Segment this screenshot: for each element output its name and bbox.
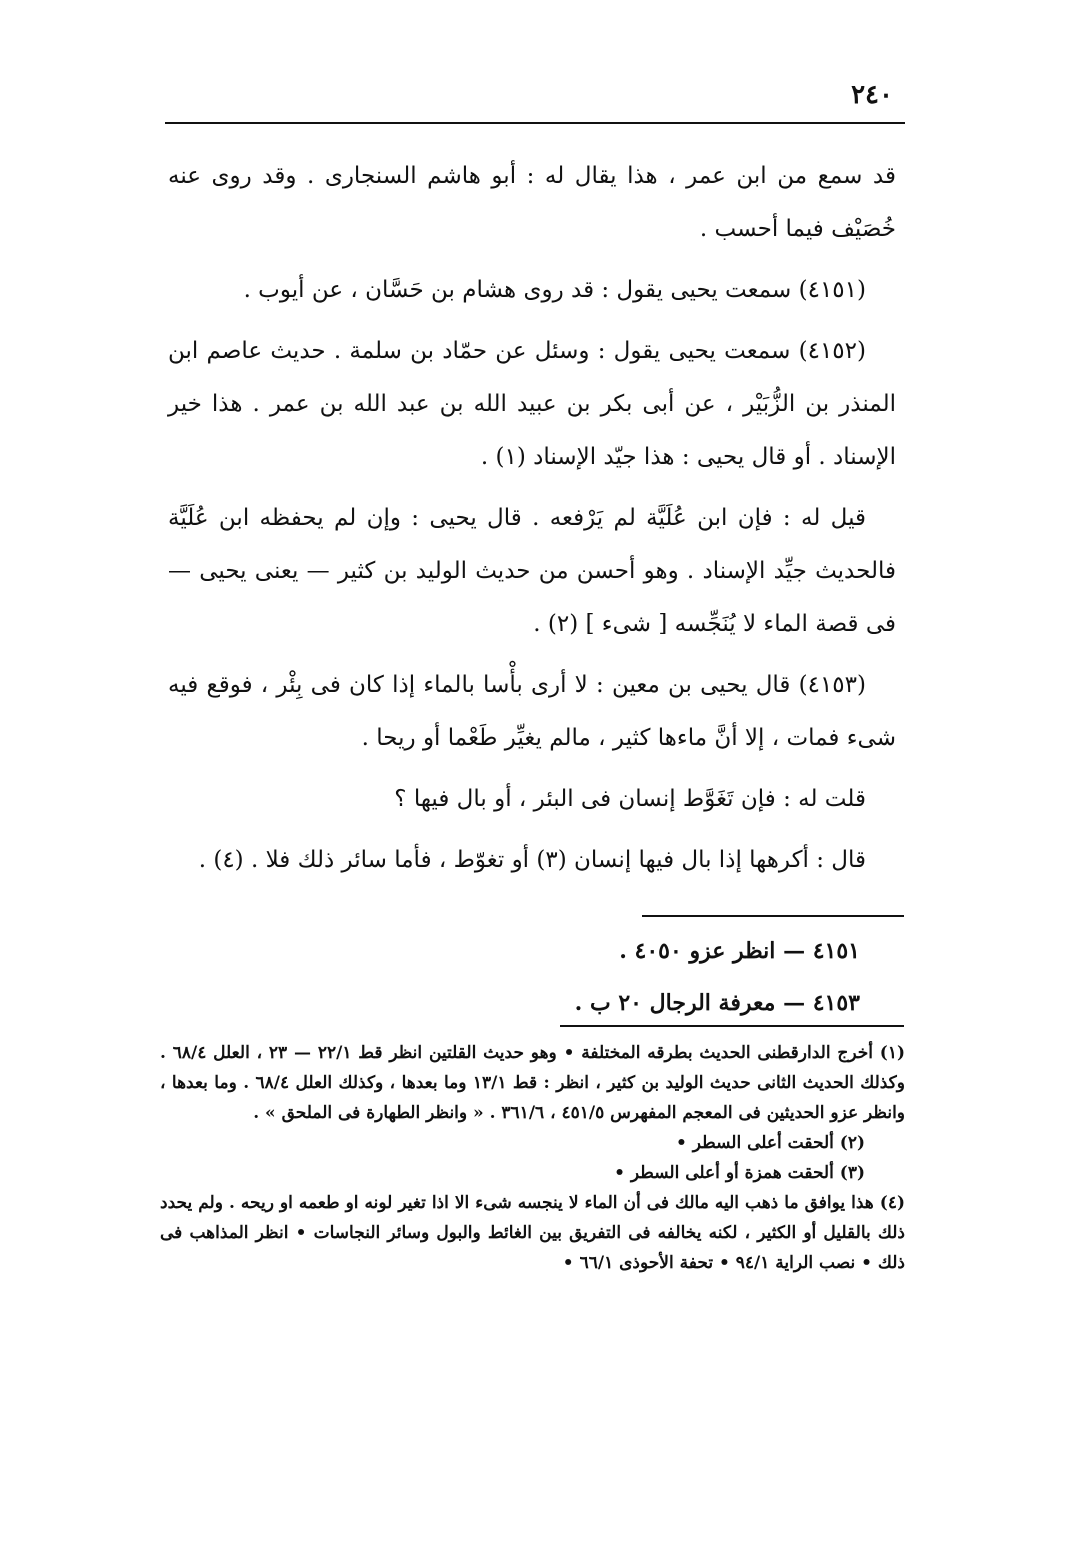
paragraph: قد سمع من ابن عمر ، هذا يقال له : أبو هاشم السنجارى . وقد روى عنه خُصَيْف فيما أحسب . <box>168 163 896 242</box>
footnote: (٤) هذا يوافق ما ذهب اليه مالك فى أن الماء لا ينجسه شىء الا اذا تغير لونه او طعمه او ريحه . ولم يحدد ذلك بالقليل أو الكثير ، لكنه يخالفه فى التفريق بين الغائط والبول وسائر النجاسات • انظر المذاهب فى ذلك • نصب الراية ٩٤/١ • تحفة الأحوذى ٦٦/١ • <box>160 1193 905 1273</box>
paragraph: قيل له : فإن ابن عُلَيَّة لم يَرْفعه . قال يحيى : وإن لم يحفظه ابن عُلَيَّة فالحديث جيِّد الإسناد . وهو أحسن من حديث الوليد بن كثير — يعنى يحيى — فى قصة الماء لا يُنَجِّسه [ شىء ] (٢) . <box>168 505 896 637</box>
paragraph: (٤١٥١) سمعت يحيى يقول : قد روى هشام بن حَسَّان ، عن أيوب . <box>243 277 866 303</box>
reference-line: ٤١٥١ — انظر عزو ٤٠٥٠ . <box>619 938 860 964</box>
footnote: (١) أخرج الدارقطنى الحديث بطرقه المختلفة • وهو حديث القلتين انظر قط ٢٢/١ — ٢٣ ، العلل ٦٨/٤ . وكذلك الحديث الثانى حديث الوليد بن كثير ، انظر : قط ١٣/١ وما بعدها ، وكذلك العلل ٦٨/٤ . وما بعدها ، وانظر عزو الحديثين فى المعجم المفهرس ٤٥١/٥ ، ٣٦١/٦ . « وانظر الطهارة فى الملحق » . <box>160 1043 906 1123</box>
header-rule <box>165 122 905 124</box>
footnote: (٣) ألحقت همزة أو أعلى السطر • <box>614 1163 865 1183</box>
paragraph: قال : أكرهها إذا بال فيها إنسان (٣) أو تغوّط ، فأما سائر ذلك فلا . (٤) . <box>198 847 866 873</box>
main-text <box>168 150 896 895</box>
page-number: ٢٤٠ <box>851 80 893 110</box>
paragraph: (٤١٥٢) سمعت يحيى يقول : وسئل عن حمّاد بن سلمة . حديث عاصم ابن المنذر بن الزُّبَيْر ، عن أبى بكر بن عبيد الله بن عبد الله بن عمر . هذا خير الإسناد . أو قال يحيى : هذا جيّد الإسناد (١) . <box>168 338 896 470</box>
footnotes-rule <box>560 1025 904 1027</box>
references <box>500 925 860 1029</box>
paragraph: قلت له : فإن تَغَوَّط إنسان فى البئر ، أو بال فيها ؟ <box>394 786 866 812</box>
paragraph: (٤١٥٣) قال يحيى بن معين : لا أرى بأْسا بالماء إذا كان فى بِئْر ، فوقع فيه شىء فمات ، إلا أنَّ ماءها كثير ، مالم يغيِّر طَعْما أو ريحا . <box>168 672 896 751</box>
footnote: (٢) ألحقت أعلى السطر • <box>676 1133 865 1153</box>
reference-line: ٤١٥٣ — معرفة الرجال ٢٠ ب . <box>574 990 860 1016</box>
references-rule <box>642 915 904 917</box>
footnotes <box>160 1038 905 1278</box>
